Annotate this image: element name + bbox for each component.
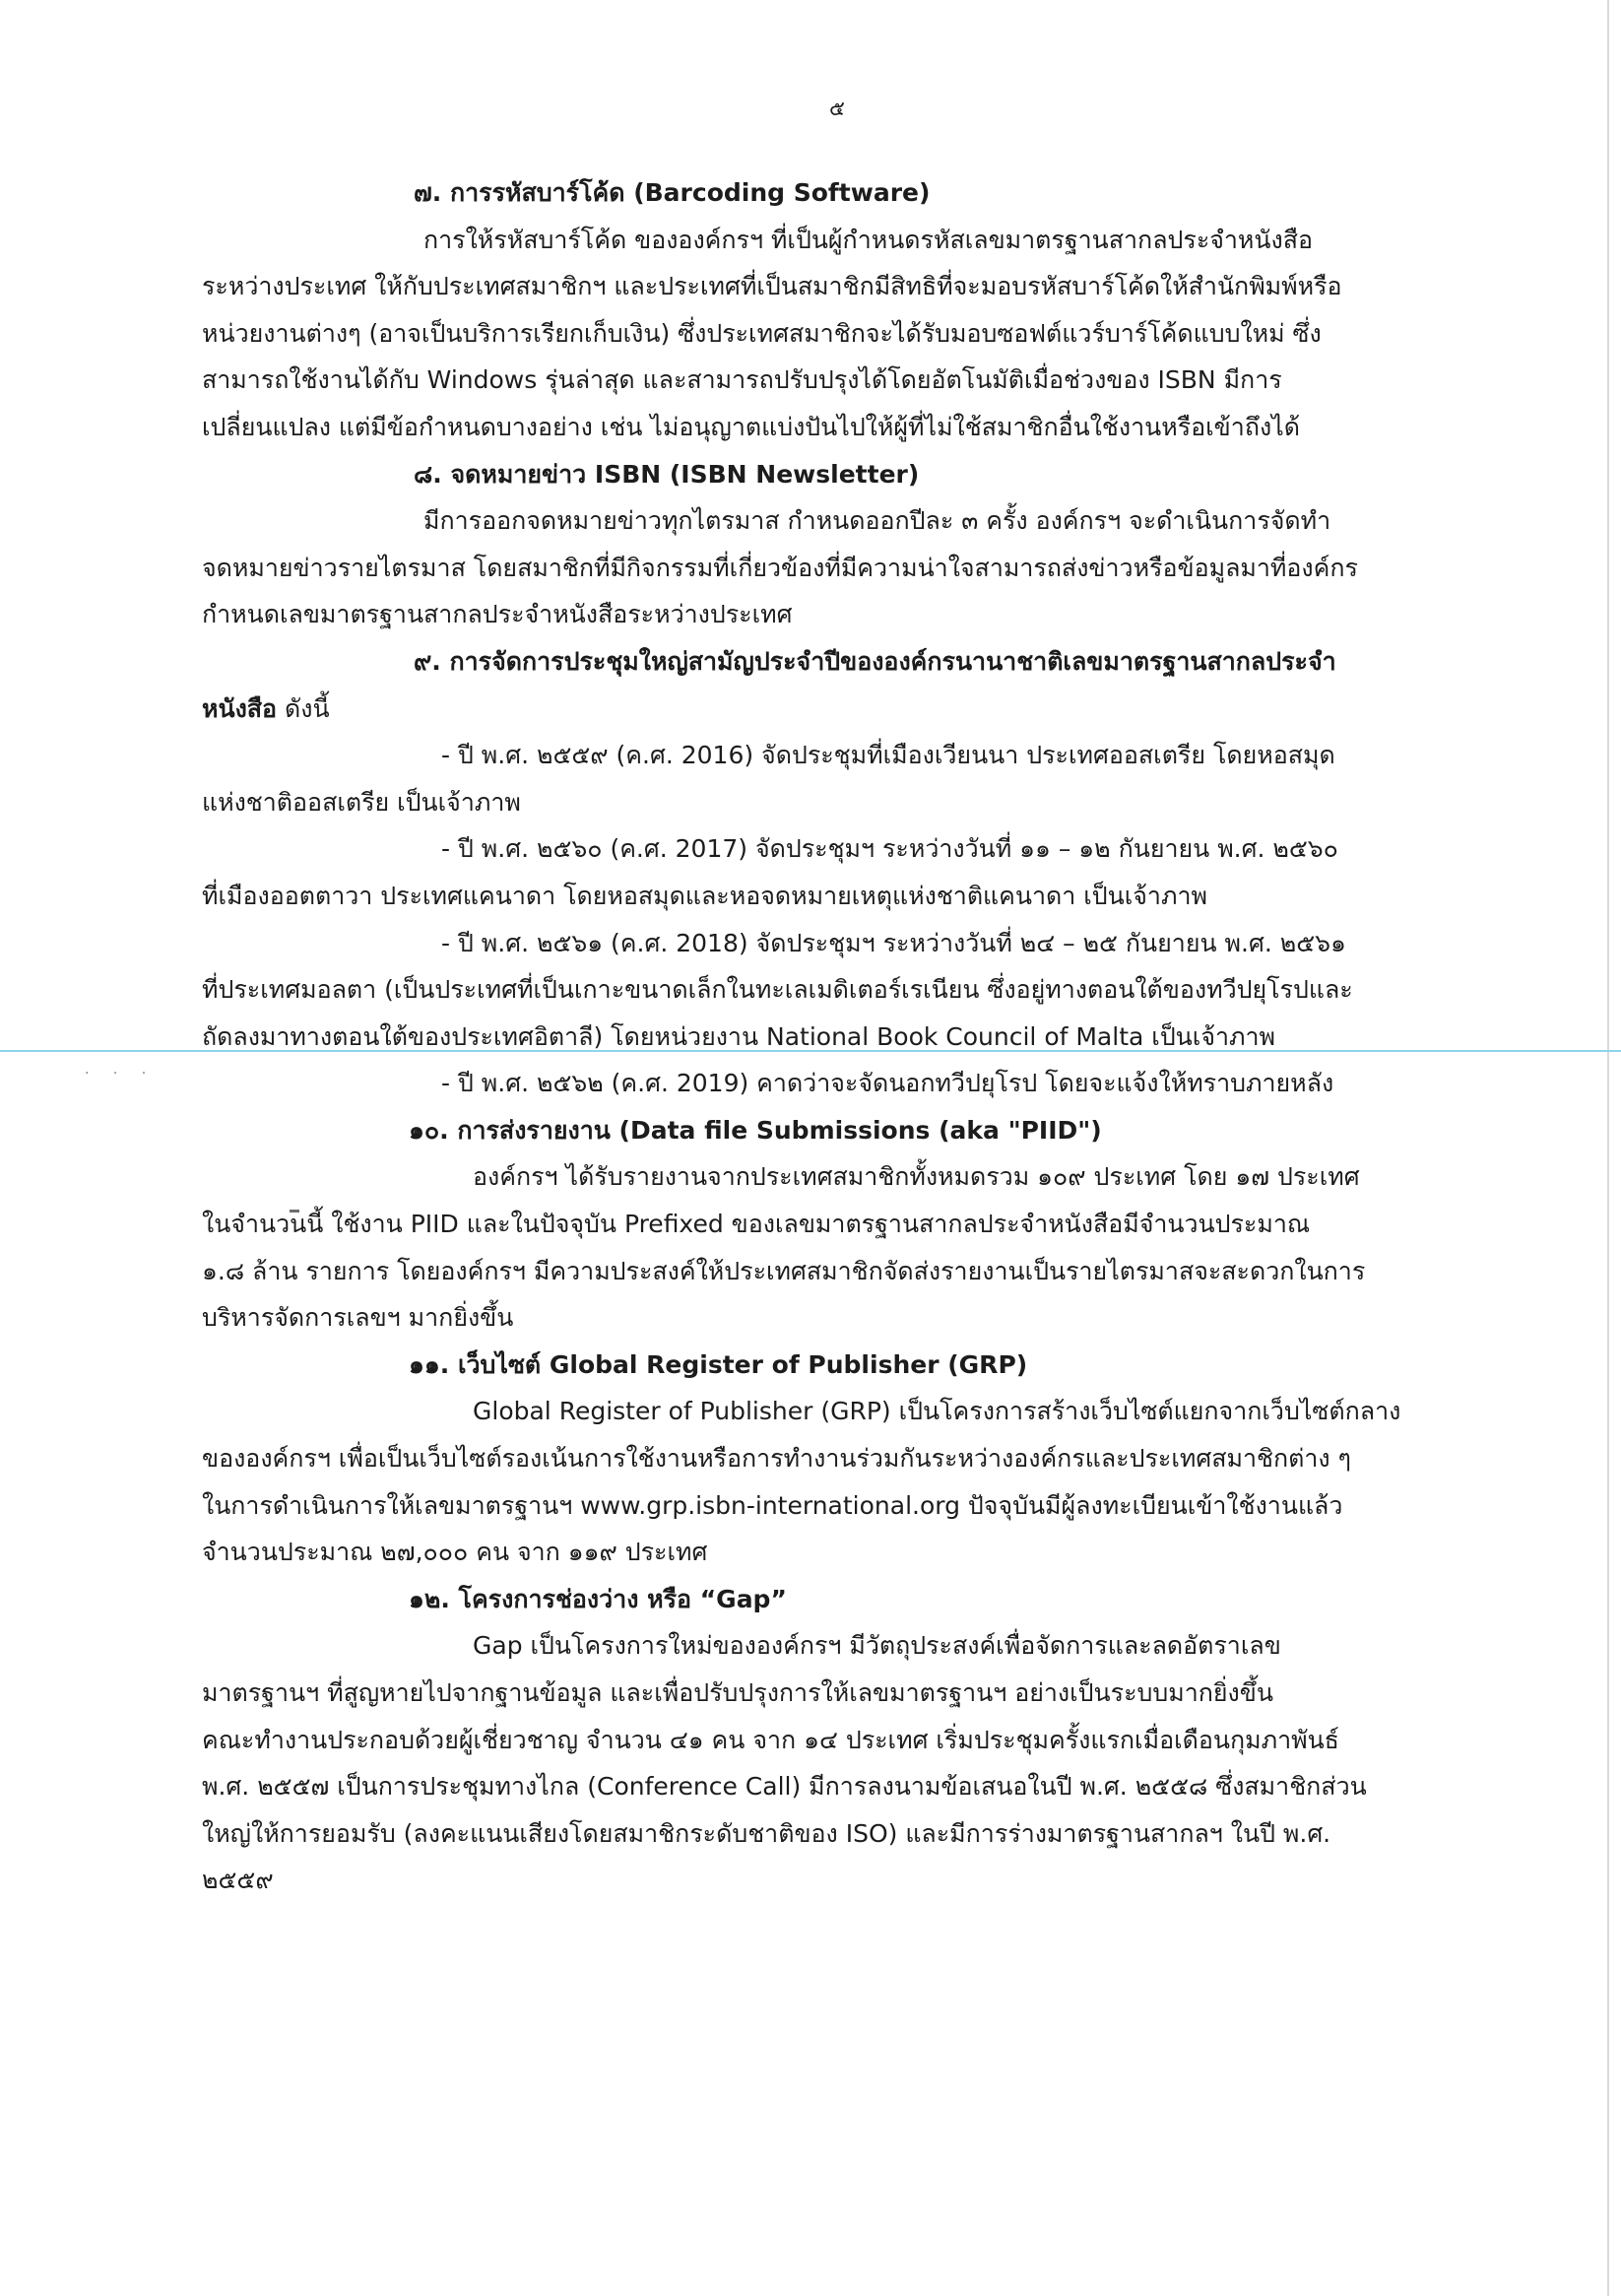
section-10-line: ๑.๘ ล้าน รายการ โดยองค์กรฯ มีความประสงค์ให้ประเทศสมาชิกจัดส่งรายงานเป็นรายไตรมาสจะสะดวกในการ: [202, 1256, 1366, 1285]
section-11-line: ในการดำเนินการให้เลขมาตรฐานฯ www.grp.isbn-international.org ปัจจุบันมีผู้ลงทะเบียนเข้าใช้งานแล้ว: [202, 1490, 1343, 1520]
section-8-line: มีการออกจดหมายข่าวทุกไตรมาส กำหนดออกปีละ ๓ ครั้ง องค์กรฯ จะดำเนินการจัดทำ: [423, 506, 1331, 536]
section-7-heading: ๗. การรหัสบาร์โค้ด (Barcoding Software): [414, 178, 931, 207]
section-9-bullet: - ปี พ.ศ. ๒๕๕๙ (ค.ศ. 2016) จัดประชุมที่เมืองเวียนนา ประเทศออสเตรีย โดยหอสมุด: [441, 741, 1335, 770]
section-10-line: ในจำนวนนี้ ใช้งาน PIID และในปัจจุบัน Prefixed ของเลขมาตรฐานสากลประจำหนังสือมีจำนวนประมาณ: [202, 1210, 1311, 1239]
section-7-line: ระหว่างประเทศ ให้กับประเทศสมาชิกฯ และประเทศที่เป็นสมาชิกมีสิทธิที่จะมอบรหัสบาร์โค้ดให้สำนักพิมพ์หรือ: [202, 272, 1342, 301]
section-7-line: การให้รหัสบาร์โค้ด ขององค์กรฯ ที่เป็นผู้กำหนดรหัสเลขมาตรฐานสากลประจำหนังสือ: [423, 225, 1313, 254]
section-11-line: ขององค์กรฯ เพื่อเป็นเว็บไซต์รองเน้นการใช้งานหรือการทำงานร่วมกันระหว่างองค์กรและประเทศสมาชิกต่าง ๆ: [202, 1444, 1351, 1474]
page-edge: [1607, 0, 1609, 2296]
section-12-line: ใหญ่ให้การยอมรับ (ลงคะแนนเสียงโดยสมาชิกระดับชาติของ ISO) และมีการร่างมาตรฐานสากลฯ ในปี พ.ศ.: [202, 1818, 1331, 1848]
section-9-heading-continuation: [202, 686, 1462, 733]
section-8-line: จดหมายข่าวรายไตรมาส โดยสมาชิกที่มีกิจกรรมที่เกี่ยวข้องที่มีความน่าใจสามารถส่งข่าวหรือข้อมูลมาที่องค์กร: [202, 553, 1358, 582]
section-10-line: องค์กรฯ ได้รับรายงานจากประเทศสมาชิกทั้งหมดรวม ๑๐๙ ประเทศ โดย ๑๗ ประเทศ: [473, 1162, 1360, 1192]
section-7-line: หน่วยงานต่างๆ (อาจเป็นบริการเรียกเก็บเงิน) ซึ่งประเทศสมาชิกจะได้รับมอบซอฟต์แวร์บาร์โค้ดแบบใหม่ ซึ่ง: [202, 318, 1322, 348]
section-8-heading: ๘. จดหมายข่าว ISBN (ISBN Newsletter): [414, 459, 920, 489]
section-8-line: กำหนดเลขมาตรฐานสากลประจำหนังสือระหว่างประเทศ: [202, 600, 793, 629]
section-12-line: พ.ศ. ๒๕๕๗ เป็นการประชุมทางไกล (Conference Call) มีการลงนามข้อเสนอในปี พ.ศ. ๒๕๕๘ ซึ่งสมาชิกส่วน: [202, 1772, 1367, 1802]
section-12-line: Gap เป็นโครงการใหม่ขององค์กรฯ มีวัตถุประสงค์เพื่อจัดการและลดอัตราเลข: [473, 1631, 1281, 1661]
section-9-line: แห่งชาติออสเตรีย เป็นเจ้าภาพ: [202, 787, 521, 817]
section-9-heading-cont-rest: ดังนี้: [277, 693, 330, 723]
section-9-heading-cont-bold: หนังสือ: [202, 693, 278, 723]
section-12-line: คณะทำงานประกอบด้วยผู้เชี่ยวชาญ จำนวน ๔๑ คน จาก ๑๔ ประเทศ เริ่มประชุมครั้งแรกเมื่อเดือนกุมภาพันธ์: [202, 1725, 1339, 1754]
section-11-line: Global Register of Publisher (GRP) เป็นโครงการสร้างเว็บไซต์แยกจากเว็บไซต์กลาง: [473, 1397, 1401, 1426]
section-10-line: บริหารจัดการเลขฯ มากยิ่งขึ้น: [202, 1303, 514, 1333]
section-9-bullet: - ปี พ.ศ. ๒๕๖๐ (ค.ศ. 2017) จัดประชุมฯ ระหว่างวันที่ ๑๑ – ๑๒ กันยายน พ.ศ. ๒๕๖๐: [441, 834, 1338, 864]
scan-dots: · · ·: [85, 1066, 157, 1082]
section-9-line: ที่ประเทศมอลตา (เป็นประเทศที่เป็นเกาะขนาดเล็กในทะเลเมดิเตอร์เรเนียน ซึ่งอยู่ทางตอนใต้ของทวีปยุโรปและ: [202, 975, 1353, 1005]
section-7-line: เปลี่ยนแปลง แต่มีข้อกำหนดบางอย่าง เช่น ไม่อนุญาตแบ่งปันไปให้ผู้ที่ไม่ใช้สมาชิกอื่นใช้งานหรือเข้าถึงได้: [202, 412, 1300, 441]
section-11-line: จำนวนประมาณ ๒๗,๐๐๐ คน จาก ๑๑๙ ประเทศ: [202, 1538, 708, 1567]
section-9-line: ถัดลงมาทางตอนใต้ของประเทศอิตาลี) โดยหน่วยงาน National Book Council of Malta เป็นเจ้าภาพ: [202, 1021, 1276, 1051]
section-7-line: สามารถใช้งานได้กับ Windows รุ่นล่าสุด และสามารถปรับปรุงได้โดยอัตโนมัติเมื่อช่วงของ ISBN มีการ: [202, 365, 1282, 395]
section-12-line: ๒๕๕๙: [202, 1866, 274, 1895]
section-10-heading: ๑๐. การส่งรายงาน (Data file Submissions (aka "PIID"): [409, 1115, 1102, 1145]
section-11-heading: ๑๑. เว็บไซต์ Global Register of Publisher (GRP): [409, 1349, 1028, 1379]
page-number: ๕: [829, 97, 845, 120]
section-12-heading: ๑๒. โครงการช่องว่าง หรือ “Gap”: [409, 1584, 787, 1613]
section-12-line: มาตรฐานฯ ที่สูญหายไปจากฐานข้อมูล และเพื่อปรับปรุงการให้เลขมาตรฐานฯ อย่างเป็นระบบมากยิ่งขึ้น: [202, 1678, 1273, 1707]
section-9-line: ที่เมืองออตตาวา ประเทศแคนาดา โดยหอสมุดและหอจดหมายเหตุแห่งชาติแคนาดา เป็นเจ้าภาพ: [202, 881, 1207, 910]
section-9-heading: ๙. การจัดการประชุมใหญ่สามัญประจำปีขององค์กรนานาชาติเลขมาตรฐานสากลประจำ: [414, 646, 1336, 676]
section-9-bullet: - ปี พ.ศ. ๒๕๖๑ (ค.ศ. 2018) จัดประชุมฯ ระหว่างวันที่ ๒๔ – ๒๕ กันยายน พ.ศ. ๒๕๖๑: [441, 928, 1346, 957]
section-9-bullet: - ปี พ.ศ. ๒๕๖๒ (ค.ศ. 2019) คาดว่าจะจัดนอกทวีปยุโรป โดยจะแจ้งให้ทราบภายหลัง: [441, 1069, 1334, 1098]
document-body: [202, 169, 1462, 1904]
